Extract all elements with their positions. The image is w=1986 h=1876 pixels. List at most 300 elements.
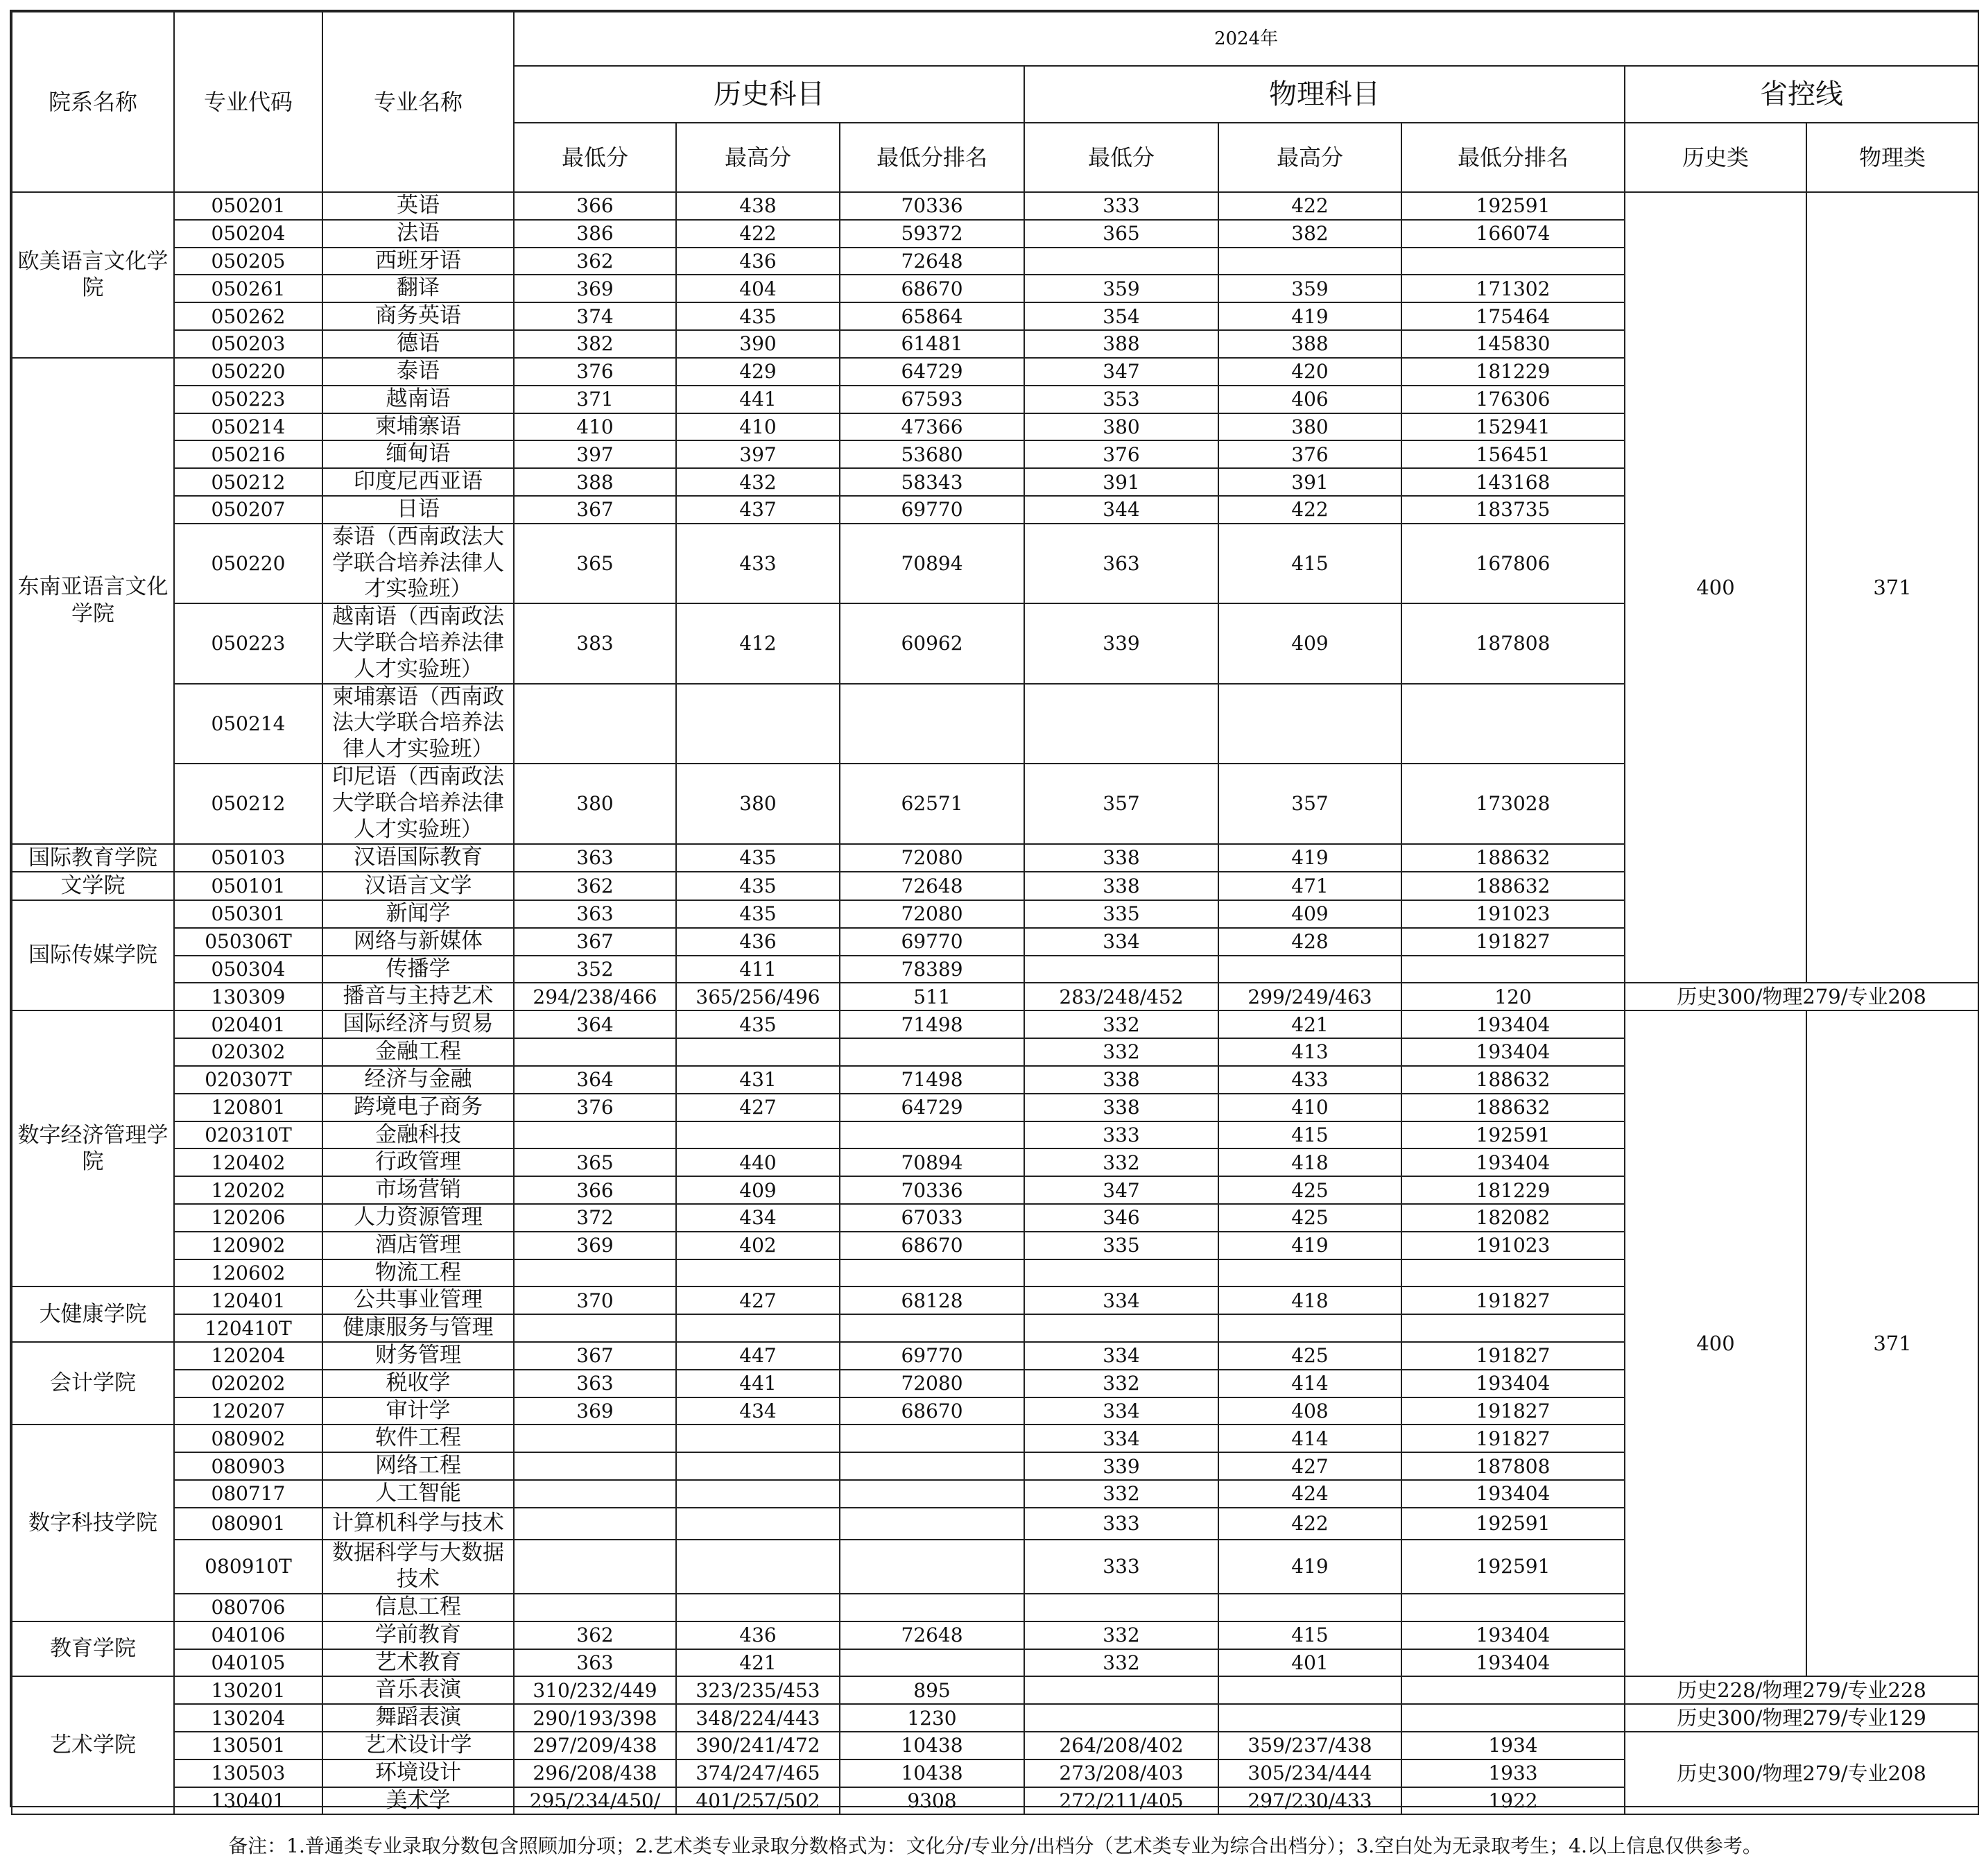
control-line-physics: 371 (1806, 192, 1978, 983)
physics-min: 333 (1024, 1121, 1218, 1149)
major-code: 080706 (174, 1594, 322, 1621)
major-name: 翻译 (322, 275, 514, 302)
physics-max: 422 (1218, 1508, 1401, 1540)
history-min: 364 (514, 1066, 676, 1094)
major-code: 020310T (174, 1121, 322, 1149)
physics-min: 359 (1024, 275, 1218, 302)
physics-min (1024, 1704, 1218, 1732)
physics-min: 346 (1024, 1204, 1218, 1232)
history-min (514, 1425, 676, 1452)
history-min (514, 1121, 676, 1149)
history-min (514, 1038, 676, 1066)
history-max (676, 1540, 840, 1594)
major-code: 050101 (174, 872, 322, 900)
physics-max: 299/249/463 (1218, 983, 1401, 1010)
physics-min: 335 (1024, 1232, 1218, 1259)
physics-min: 334 (1024, 1425, 1218, 1452)
major-name: 计算机科学与技术 (322, 1508, 514, 1540)
physics-max: 409 (1218, 603, 1401, 683)
major-name: 德语 (322, 330, 514, 358)
physics-max: 424 (1218, 1480, 1401, 1508)
physics-min: 272/211/405 (1024, 1787, 1218, 1815)
major-code: 080901 (174, 1508, 322, 1540)
history-min: 290/193/398 (514, 1704, 676, 1732)
physics-max: 391 (1218, 468, 1401, 496)
history-min: 363 (514, 1370, 676, 1397)
dept-name: 会计学院 (12, 1342, 174, 1425)
physics-max: 419 (1218, 844, 1401, 872)
physics-min: 334 (1024, 1342, 1218, 1370)
physics-min: 332 (1024, 1621, 1218, 1649)
history-min (514, 1314, 676, 1342)
dept-name: 文学院 (12, 872, 174, 900)
major-name: 酒店管理 (322, 1232, 514, 1259)
physics-rank: 1934 (1401, 1732, 1625, 1759)
history-max (676, 1038, 840, 1066)
physics-rank (1401, 684, 1625, 764)
physics-rank: 173028 (1401, 764, 1625, 843)
major-name: 艺术教育 (322, 1649, 514, 1677)
major-code: 120801 (174, 1094, 322, 1121)
history-rank: 70894 (840, 1148, 1024, 1176)
history-rank: 68670 (840, 1397, 1024, 1425)
history-max: 433 (676, 524, 840, 603)
major-code: 120202 (174, 1176, 322, 1204)
physics-max: 415 (1218, 1121, 1401, 1149)
major-code: 050262 (174, 302, 322, 330)
history-rank: 10438 (840, 1732, 1024, 1759)
major-name: 西班牙语 (322, 248, 514, 275)
physics-max: 471 (1218, 872, 1401, 900)
physics-rank: 167806 (1401, 524, 1625, 603)
major-name: 环境设计 (322, 1759, 514, 1787)
dept-name: 东南亚语言文化学院 (12, 358, 174, 844)
physics-max: 382 (1218, 220, 1401, 248)
history-min (514, 684, 676, 764)
history-min: 367 (514, 496, 676, 524)
table-row (12, 1704, 1978, 1732)
dept-name: 艺术学院 (12, 1676, 174, 1814)
physics-min: 332 (1024, 1480, 1218, 1508)
history-rank (840, 1594, 1024, 1621)
major-code: 080717 (174, 1480, 322, 1508)
physics-rank: 171302 (1401, 275, 1625, 302)
history-min: 366 (514, 192, 676, 220)
physics-max: 305/234/444 (1218, 1759, 1401, 1787)
history-rank: 67593 (840, 386, 1024, 413)
major-code: 050203 (174, 330, 322, 358)
physics-rank (1401, 1594, 1625, 1621)
physics-max: 414 (1218, 1370, 1401, 1397)
history-min: 294/238/466 (514, 983, 676, 1010)
header-history-min: 最低分 (514, 123, 676, 192)
physics-min: 332 (1024, 1370, 1218, 1397)
history-max: 435 (676, 900, 840, 928)
history-max: 427 (676, 1094, 840, 1121)
physics-rank: 191827 (1401, 1425, 1625, 1452)
physics-rank: 120 (1401, 983, 1625, 1010)
physics-rank: 176306 (1401, 386, 1625, 413)
history-min: 365 (514, 1148, 676, 1176)
major-code: 130204 (174, 1704, 322, 1732)
physics-max: 419 (1218, 1232, 1401, 1259)
major-code: 050207 (174, 496, 322, 524)
physics-rank: 183735 (1401, 496, 1625, 524)
history-min: 363 (514, 1649, 676, 1677)
physics-rank: 191023 (1401, 900, 1625, 928)
header-history-rank: 最低分排名 (840, 123, 1024, 192)
physics-rank: 166074 (1401, 220, 1625, 248)
header-year: 2024年 (514, 12, 1978, 66)
physics-max: 357 (1218, 764, 1401, 843)
history-max: 427 (676, 1286, 840, 1314)
history-max: 441 (676, 1370, 840, 1397)
physics-rank: 181229 (1401, 358, 1625, 386)
history-rank: 59372 (840, 220, 1024, 248)
physics-max: 420 (1218, 358, 1401, 386)
major-name: 商务英语 (322, 302, 514, 330)
history-max: 390 (676, 330, 840, 358)
major-name: 软件工程 (322, 1425, 514, 1452)
history-min (514, 1259, 676, 1287)
major-name: 金融科技 (322, 1121, 514, 1149)
history-rank (840, 1480, 1024, 1508)
physics-min: 338 (1024, 1066, 1218, 1094)
physics-min: 347 (1024, 358, 1218, 386)
history-min (514, 1594, 676, 1621)
history-max: 436 (676, 928, 840, 956)
history-max (676, 1259, 840, 1287)
dept-name: 欧美语言文化学院 (12, 192, 174, 358)
control-line-music: 历史228/物理279/专业228 (1625, 1676, 1978, 1704)
major-code: 120410T (174, 1314, 322, 1342)
history-min: 310/232/449 (514, 1676, 676, 1704)
major-name: 泰语 (322, 358, 514, 386)
physics-min: 339 (1024, 1452, 1218, 1480)
footnote: 备注：1.普通类专业录取分数包含照顾加分项；2.艺术类专业录取分数格式为：文化分/专业分/出档分（艺术类专业为综合出档分）；3.空白处为无录取考生；4.以上信息仅供参考。 (12, 1814, 1978, 1876)
history-min: 386 (514, 220, 676, 248)
history-rank (840, 1259, 1024, 1287)
history-rank: 47366 (840, 413, 1024, 441)
history-rank: 64729 (840, 1094, 1024, 1121)
physics-min: 357 (1024, 764, 1218, 843)
physics-min: 334 (1024, 1286, 1218, 1314)
major-name: 英语 (322, 192, 514, 220)
physics-min: 388 (1024, 330, 1218, 358)
history-max: 404 (676, 275, 840, 302)
history-rank: 68128 (840, 1286, 1024, 1314)
major-code: 050204 (174, 220, 322, 248)
history-max: 412 (676, 603, 840, 683)
physics-max: 297/230/433 (1218, 1787, 1401, 1815)
history-max: 435 (676, 1010, 840, 1038)
major-name: 美术学 (322, 1787, 514, 1815)
major-code: 120207 (174, 1397, 322, 1425)
history-rank: 72080 (840, 900, 1024, 928)
physics-max: 415 (1218, 524, 1401, 603)
major-name: 柬埔寨语（西南政法大学联合培养法律人才实验班） (322, 684, 514, 764)
history-max: 323/235/453 (676, 1676, 840, 1704)
major-name: 税收学 (322, 1370, 514, 1397)
physics-rank: 188632 (1401, 1094, 1625, 1121)
dept-name: 国际教育学院 (12, 844, 174, 872)
physics-min (1024, 1594, 1218, 1621)
physics-min: 333 (1024, 192, 1218, 220)
physics-min: 283/248/452 (1024, 983, 1218, 1010)
table-row (12, 192, 1978, 220)
major-name: 法语 (322, 220, 514, 248)
admission-score-table (11, 11, 1979, 1876)
history-rank: 78389 (840, 956, 1024, 983)
dept-name: 国际传媒学院 (12, 900, 174, 1010)
major-code: 020307T (174, 1066, 322, 1094)
major-name: 新闻学 (322, 900, 514, 928)
physics-max: 419 (1218, 1540, 1401, 1594)
physics-rank: 193404 (1401, 1010, 1625, 1038)
physics-max: 428 (1218, 928, 1401, 956)
history-rank: 895 (840, 1676, 1024, 1704)
major-code: 130501 (174, 1732, 322, 1759)
history-max (676, 1425, 840, 1452)
physics-rank: 192591 (1401, 1540, 1625, 1594)
physics-rank: 193404 (1401, 1480, 1625, 1508)
physics-min: 332 (1024, 1649, 1218, 1677)
history-rank: 511 (840, 983, 1024, 1010)
physics-rank: 191827 (1401, 1342, 1625, 1370)
physics-min: 334 (1024, 1397, 1218, 1425)
control-line-design: 历史300/物理279/专业208 (1625, 1732, 1978, 1814)
history-max: 401/257/502 (676, 1787, 840, 1815)
header-physics-group: 物理科目 (1024, 66, 1625, 123)
history-min: 364 (514, 1010, 676, 1038)
major-code: 050214 (174, 413, 322, 441)
history-max: 421 (676, 1649, 840, 1677)
header-history-group: 历史科目 (514, 66, 1024, 123)
history-max: 365/256/496 (676, 983, 840, 1010)
major-name: 艺术设计学 (322, 1732, 514, 1759)
physics-min (1024, 1259, 1218, 1287)
major-name: 越南语（西南政法大学联合培养法律人才实验班） (322, 603, 514, 683)
major-code: 040105 (174, 1649, 322, 1677)
physics-max: 410 (1218, 1094, 1401, 1121)
major-name: 人力资源管理 (322, 1204, 514, 1232)
history-rank: 72080 (840, 844, 1024, 872)
physics-rank: 193404 (1401, 1621, 1625, 1649)
dept-name: 教育学院 (12, 1621, 174, 1677)
header-control-group: 省控线 (1625, 66, 1978, 123)
history-min: 371 (514, 386, 676, 413)
major-name: 国际经济与贸易 (322, 1010, 514, 1038)
history-rank (840, 1540, 1024, 1594)
physics-rank: 152941 (1401, 413, 1625, 441)
history-rank: 69770 (840, 928, 1024, 956)
physics-max: 413 (1218, 1038, 1401, 1066)
history-max (676, 1314, 840, 1342)
physics-rank: 188632 (1401, 844, 1625, 872)
history-max: 436 (676, 248, 840, 275)
table-row (12, 1732, 1978, 1759)
major-name: 音乐表演 (322, 1676, 514, 1704)
history-max (676, 1121, 840, 1149)
physics-min: 391 (1024, 468, 1218, 496)
history-min: 362 (514, 872, 676, 900)
history-min: 382 (514, 330, 676, 358)
history-rank: 70336 (840, 1176, 1024, 1204)
physics-rank: 175464 (1401, 302, 1625, 330)
physics-max: 359 (1218, 275, 1401, 302)
major-code: 050304 (174, 956, 322, 983)
major-name: 物流工程 (322, 1259, 514, 1287)
physics-min: 354 (1024, 302, 1218, 330)
history-max: 409 (676, 1176, 840, 1204)
history-min: 363 (514, 844, 676, 872)
physics-max: 421 (1218, 1010, 1401, 1038)
physics-max: 376 (1218, 440, 1401, 468)
history-rank: 65864 (840, 302, 1024, 330)
major-name: 市场营销 (322, 1176, 514, 1204)
history-min: 367 (514, 1342, 676, 1370)
major-code: 120402 (174, 1148, 322, 1176)
major-name: 日语 (322, 496, 514, 524)
major-name: 公共事业管理 (322, 1286, 514, 1314)
physics-max: 422 (1218, 192, 1401, 220)
history-max (676, 1508, 840, 1540)
header-major: 专业名称 (322, 12, 514, 192)
history-max: 435 (676, 844, 840, 872)
physics-rank: 193404 (1401, 1038, 1625, 1066)
header-code: 专业代码 (174, 12, 322, 192)
major-name: 跨境电子商务 (322, 1094, 514, 1121)
physics-rank: 193404 (1401, 1370, 1625, 1397)
physics-max: 425 (1218, 1204, 1401, 1232)
major-name: 人工智能 (322, 1480, 514, 1508)
history-min: 296/208/438 (514, 1759, 676, 1787)
physics-min (1024, 1314, 1218, 1342)
major-code: 050220 (174, 358, 322, 386)
history-rank: 53680 (840, 440, 1024, 468)
major-name: 金融工程 (322, 1038, 514, 1066)
major-name: 泰语（西南政法大学联合培养法律人才实验班） (322, 524, 514, 603)
physics-max: 401 (1218, 1649, 1401, 1677)
major-name: 健康服务与管理 (322, 1314, 514, 1342)
history-min (514, 1452, 676, 1480)
physics-rank: 156451 (1401, 440, 1625, 468)
history-max: 422 (676, 220, 840, 248)
history-max: 437 (676, 496, 840, 524)
history-min: 397 (514, 440, 676, 468)
history-rank: 1230 (840, 1704, 1024, 1732)
major-code: 130201 (174, 1676, 322, 1704)
physics-rank: 187808 (1401, 1452, 1625, 1480)
history-max: 431 (676, 1066, 840, 1094)
physics-min: 332 (1024, 1010, 1218, 1038)
history-rank: 62571 (840, 764, 1024, 843)
history-rank: 60962 (840, 603, 1024, 683)
major-code: 050216 (174, 440, 322, 468)
major-name: 经济与金融 (322, 1066, 514, 1094)
major-code: 050223 (174, 386, 322, 413)
history-rank (840, 1425, 1024, 1452)
physics-max: 409 (1218, 900, 1401, 928)
history-max: 410 (676, 413, 840, 441)
physics-min: 264/208/402 (1024, 1732, 1218, 1759)
history-min: 367 (514, 928, 676, 956)
physics-rank: 145830 (1401, 330, 1625, 358)
physics-max: 408 (1218, 1397, 1401, 1425)
history-max: 402 (676, 1232, 840, 1259)
physics-min: 363 (1024, 524, 1218, 603)
major-name: 财务管理 (322, 1342, 514, 1370)
major-code: 050212 (174, 764, 322, 843)
major-name: 网络工程 (322, 1452, 514, 1480)
history-min: 376 (514, 358, 676, 386)
history-max: 435 (676, 302, 840, 330)
history-max: 435 (676, 872, 840, 900)
physics-min: 339 (1024, 603, 1218, 683)
history-min: 363 (514, 900, 676, 928)
physics-rank: 191827 (1401, 1397, 1625, 1425)
history-min (514, 1540, 676, 1594)
major-code: 130309 (174, 983, 322, 1010)
history-max: 374/247/465 (676, 1759, 840, 1787)
physics-rank: 191023 (1401, 1232, 1625, 1259)
header-control-history: 历史类 (1625, 123, 1806, 192)
physics-min: 344 (1024, 496, 1218, 524)
header-physics-rank: 最低分排名 (1401, 123, 1625, 192)
physics-max: 419 (1218, 302, 1401, 330)
history-rank: 72648 (840, 872, 1024, 900)
major-code: 120902 (174, 1232, 322, 1259)
major-code: 050212 (174, 468, 322, 496)
major-name: 数据科学与大数据技术 (322, 1540, 514, 1594)
history-min: 362 (514, 1621, 676, 1649)
history-min (514, 1480, 676, 1508)
header-physics-max: 最高分 (1218, 123, 1401, 192)
history-min: 383 (514, 603, 676, 683)
table-row (12, 1676, 1978, 1704)
history-rank: 71498 (840, 1066, 1024, 1094)
history-max: 440 (676, 1148, 840, 1176)
history-min: 410 (514, 413, 676, 441)
history-min: 362 (514, 248, 676, 275)
history-min (514, 1508, 676, 1540)
major-name: 信息工程 (322, 1594, 514, 1621)
physics-min: 365 (1024, 220, 1218, 248)
history-min: 388 (514, 468, 676, 496)
physics-rank: 192591 (1401, 1121, 1625, 1149)
history-rank (840, 1314, 1024, 1342)
history-rank (840, 1121, 1024, 1149)
physics-min: 333 (1024, 1508, 1218, 1540)
control-line-history: 400 (1625, 192, 1806, 983)
physics-min (1024, 248, 1218, 275)
history-min: 295/234/450/ (514, 1787, 676, 1815)
physics-max (1218, 1676, 1401, 1704)
physics-max (1218, 956, 1401, 983)
major-code: 050205 (174, 248, 322, 275)
physics-min: 338 (1024, 844, 1218, 872)
physics-max: 414 (1218, 1425, 1401, 1452)
major-name: 传播学 (322, 956, 514, 983)
physics-min: 338 (1024, 872, 1218, 900)
major-name: 汉语国际教育 (322, 844, 514, 872)
major-name: 播音与主持艺术 (322, 983, 514, 1010)
physics-min: 332 (1024, 1038, 1218, 1066)
major-code: 050220 (174, 524, 322, 603)
physics-max: 433 (1218, 1066, 1401, 1094)
physics-max: 418 (1218, 1286, 1401, 1314)
physics-rank: 187808 (1401, 603, 1625, 683)
